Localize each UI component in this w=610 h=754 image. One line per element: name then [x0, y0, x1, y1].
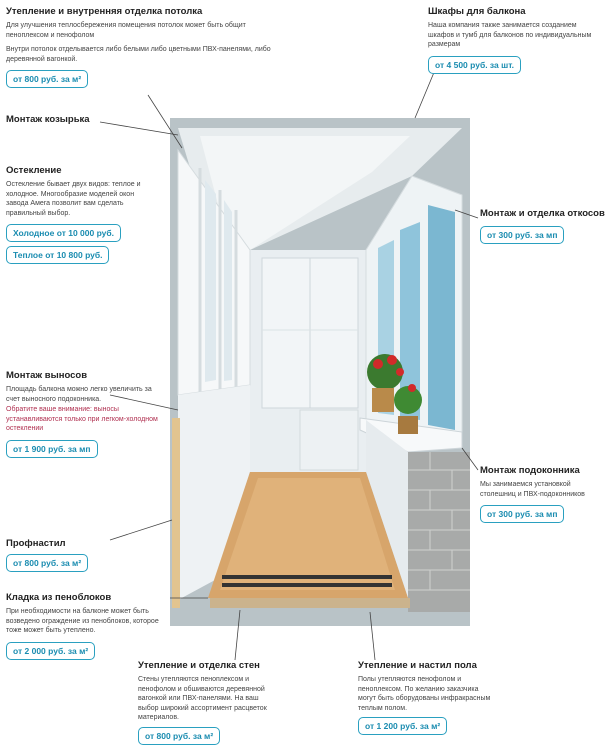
- foamblock-price[interactable]: от 2 000 руб. за м²: [6, 642, 95, 660]
- cabinets-text: Наша компания также занимается созданием шкафов и тумб для балконов по индивидуальным размерам: [428, 22, 592, 48]
- glazing-price-warm[interactable]: Теплое от 10 800 руб.: [6, 246, 109, 264]
- extension-title: Монтаж выносов: [6, 370, 88, 381]
- profnastil-title: Профнастил: [6, 538, 66, 549]
- floor-price[interactable]: от 1 200 руб. за м²: [358, 717, 447, 735]
- ceiling-text: Для улучшения теплосбережения помещения потолок может быть общит пеноплексом и пенофолом: [6, 22, 246, 39]
- glazing-block: [6, 165, 156, 264]
- extension-block: [6, 370, 166, 458]
- walls-title: Утепление и отделка стен: [138, 660, 260, 671]
- cabinets-price[interactable]: от 4 500 руб. за шт.: [428, 56, 521, 74]
- extension-warning: Обратите ваше внимание: выносы устанавливаются только при легком-холодном остеклении: [6, 406, 158, 432]
- extension-price[interactable]: от 1 900 руб. за мп: [6, 440, 98, 458]
- visor-title: Монтаж козырька: [6, 114, 90, 125]
- ceiling-title: Утепление и внутренняя отделка потолка: [6, 6, 203, 17]
- foamblock-text: При необходимости на балконе может быть возведено ограждение из пеноблоков, которое тоже может быть утеплено.: [6, 608, 159, 634]
- slopes-block: [480, 208, 606, 244]
- glazing-title: Остекление: [6, 165, 62, 176]
- slopes-price[interactable]: от 300 руб. за мп: [480, 226, 564, 244]
- floor-title: Утепление и настил пола: [358, 660, 477, 671]
- glazing-text: Остекление бывает двух видов: теплое и холодное. Многообразие моделей окон завода Амега позволит вам сделать правильный выбор.: [6, 181, 141, 217]
- foamblock-title: Кладка из пеноблоков: [6, 592, 112, 603]
- cabinets-title: Шкафы для балкона: [428, 6, 526, 17]
- slopes-title: Монтаж и отделка откосов: [480, 208, 605, 219]
- walls-text: Стены утепляются пеноплексом и пенофолом и обшиваются деревянной вагонкой или ПВХ-панелями. На ваш выбор широкий ассортимент расцветок материалов.: [138, 676, 267, 721]
- extension-text: Площадь балкона можно легко увеличить за счет выносного подоконника.: [6, 386, 152, 403]
- foamblock-block: [6, 592, 166, 660]
- ceiling-text-2: Внутри потолок отделывается либо белыми либо цветными ПВХ-панелями, либо деревянной вагонкой.: [6, 46, 271, 63]
- glazing-price-cold[interactable]: Холодное от 10 000 руб.: [6, 224, 121, 242]
- sill-price[interactable]: от 300 руб. за мп: [480, 505, 564, 523]
- sill-title: Монтаж подоконника: [480, 465, 580, 476]
- ceiling-price[interactable]: от 800 руб. за м²: [6, 70, 88, 88]
- ceiling-block: [6, 6, 276, 88]
- profnastil-layer: [172, 418, 180, 608]
- sill-block: [480, 465, 606, 523]
- cabinets-block: [428, 6, 604, 74]
- floor-text: Полы утепляются пенофолом и пеноплексом. По желанию заказчика могут быть оборудованы инфракрасным теплым полом.: [358, 676, 491, 712]
- brick-wall: [408, 452, 470, 612]
- walls-block: [138, 660, 278, 745]
- walls-price[interactable]: от 800 руб. за м²: [138, 727, 220, 745]
- visor-block: [6, 114, 90, 126]
- profnastil-price[interactable]: от 800 руб. за м²: [6, 554, 88, 572]
- sill-text: Мы занимаемся установкой столешниц и ПВХ-подоконников: [480, 481, 585, 498]
- profnastil-block: [6, 538, 88, 572]
- floor-block: [358, 660, 498, 735]
